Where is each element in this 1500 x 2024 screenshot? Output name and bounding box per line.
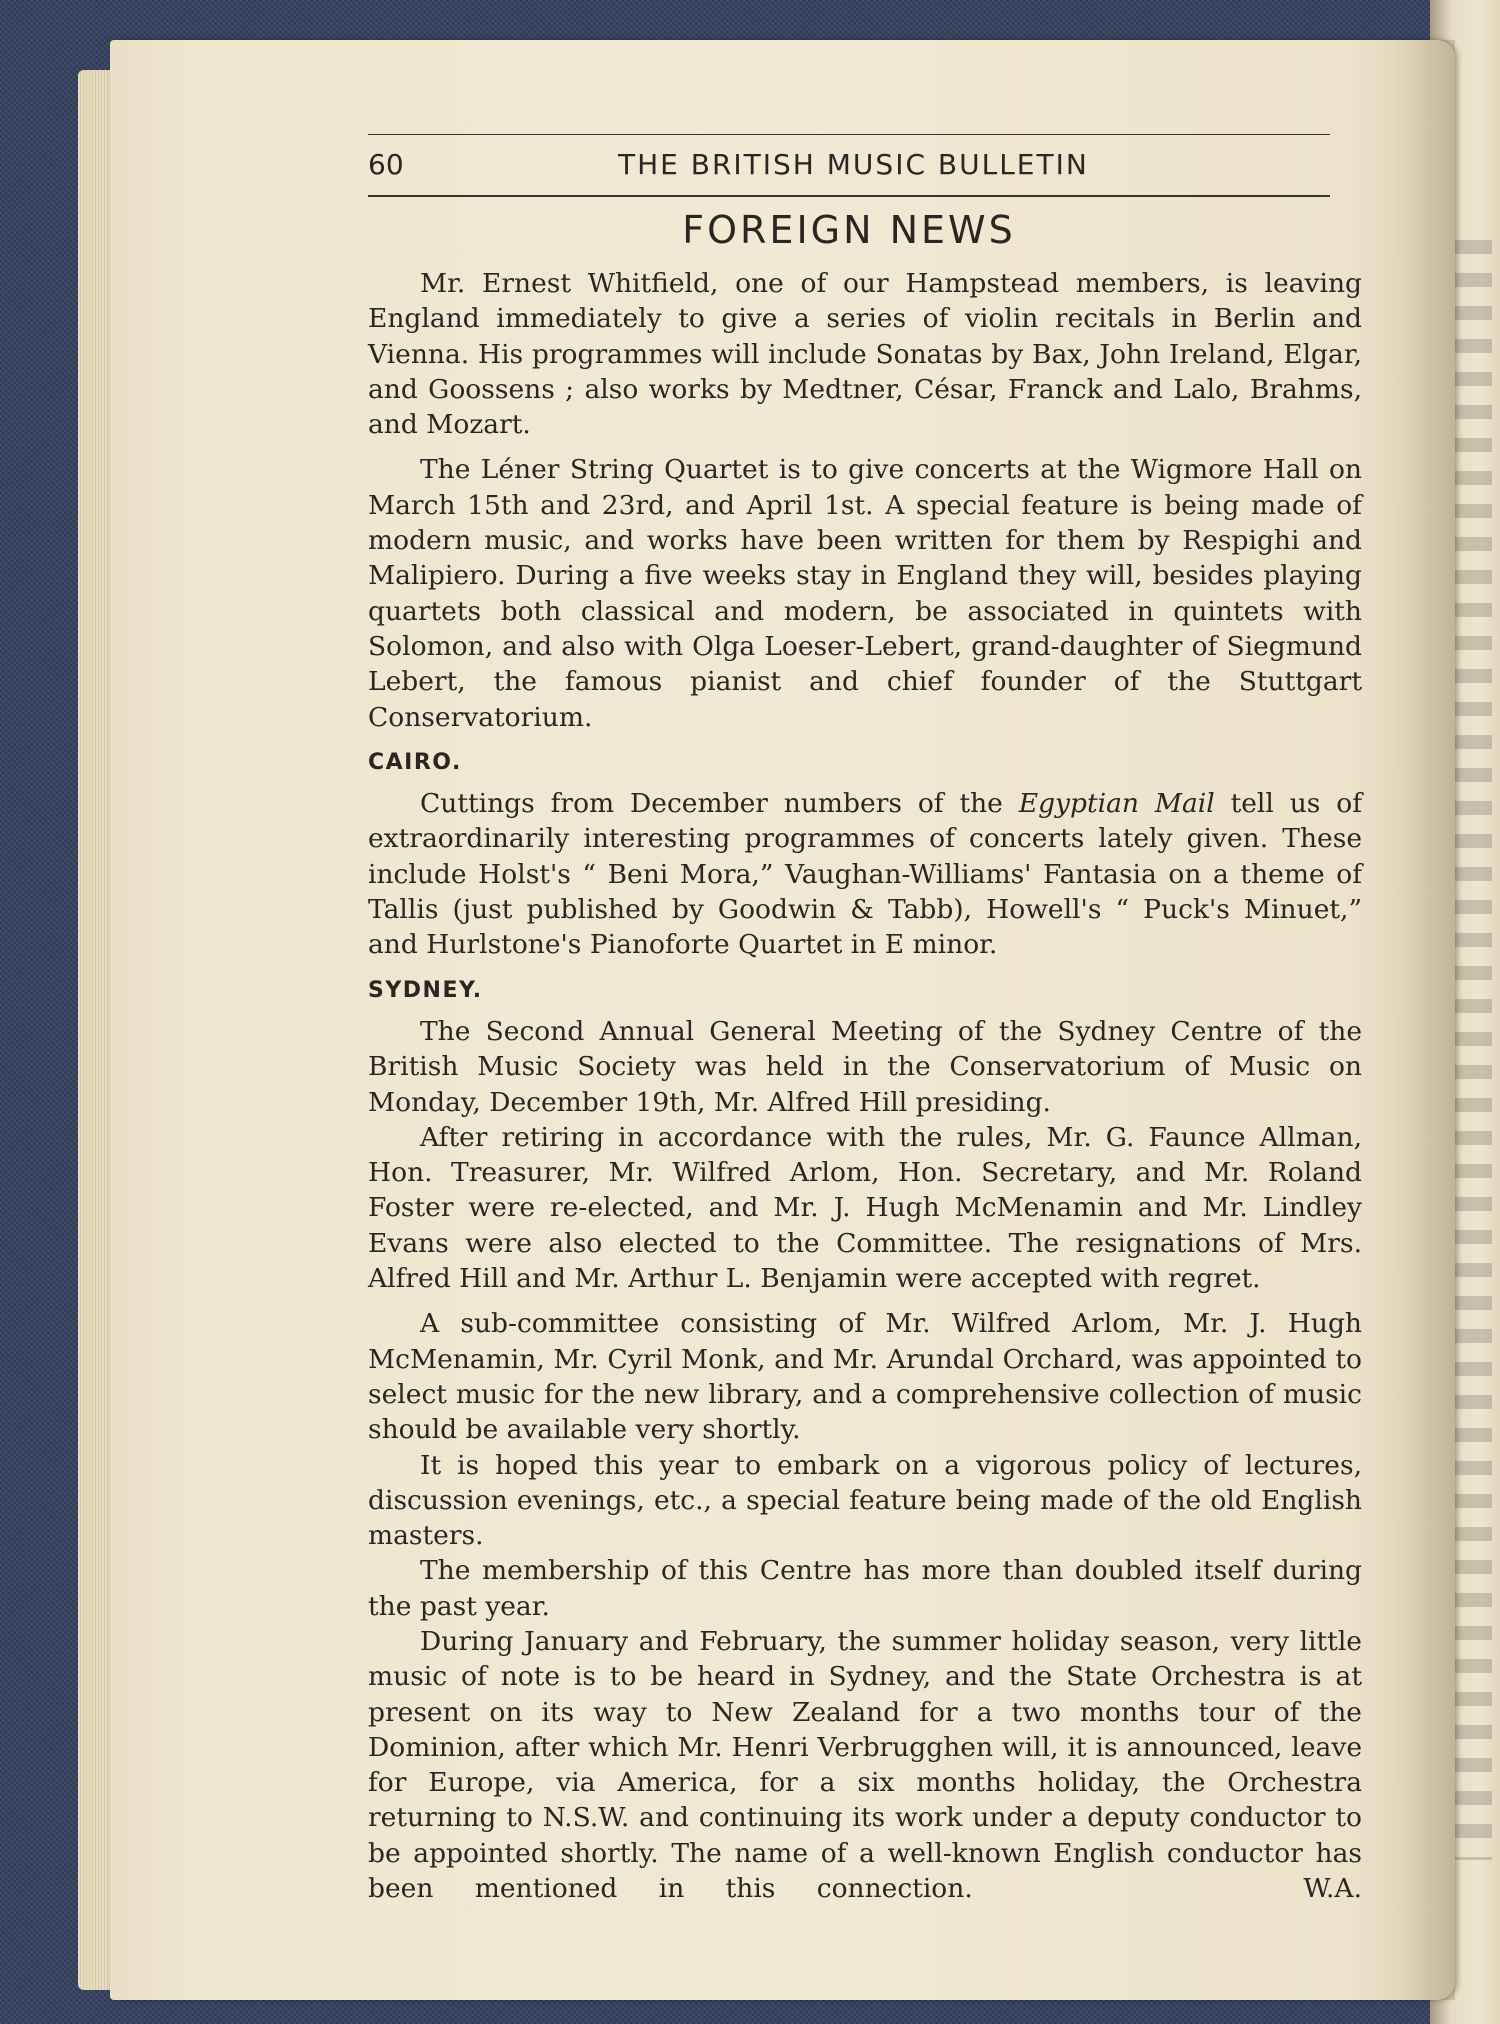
italic-title: Egyptian Mail: [1018, 788, 1215, 820]
paragraph: The Second Annual General Meeting of the Sydney Centre of the British Music Society was held in the Conservatorium of Music on Monday, December 19th, Mr. Alfred Hill presiding.: [368, 1015, 1362, 1118]
paragraph: After retiring in accordance with the rules, Mr. G. Faunce Allman, Hon. Treasurer, Mr. Wilfred Arlom, Hon. Secretary, and Mr. Roland Foster were re-elected, and Mr. J. Hugh McMenamin and Mr. Lindley Evans were also elected to the Committee. The resignations of Mrs. Alfred Hill and Mr. Arthur L. Benjamin were accepted with regret.: [368, 1121, 1362, 1295]
paragraph: During January and February, the summer holiday season, very little music of note is to be heard in Sydney, and the State Orchestra is at present on its way to New Zealand for a two months tour of the Dominion, after which Mr. Henri Verbrugghen will, it is announced, leave for Europe, via America, for a six months holiday, the Orchestra returning to N.S.W. and continuing its work under a deputy conductor to be appointed shortly. The name of a well-known English conductor has been mentioned in this connection. W.A.: [368, 1625, 1362, 1905]
paragraph: Cuttings from December numbers of the Egyptian Mail tell us of extraordinarily interesting programmes of concerts lately given. These include Holst's “ Beni Mora,” Vaughan-Williams' Fantasia on a theme of Tallis (just published by Goodwin & Tabb), Howell's “ Puck's Minuet,” and Hurlstone's Pianoforte Quartet in E minor.: [368, 788, 1362, 961]
running-head: [368, 148, 1330, 188]
paragraph: It is hoped this year to embark on a vigorous policy of lectures, discussion evenings, etc., a special feature being made of the old English masters.: [368, 1449, 1362, 1552]
article-body: [368, 266, 1362, 1906]
subheading-sydney: SYDNEY.: [368, 977, 483, 1003]
paragraph: A sub-committee consisting of Mr. Wilfred Arlom, Mr. J. Hugh McMenamin, Mr. Cyril Monk, and Mr. Arundal Orchard, was appointed to select music for the new library, and a comprehensive collection of music should be available very shortly.: [368, 1308, 1362, 1446]
paragraph: The Léner String Quartet is to give concerts at the Wigmore Hall on March 15th and 23rd, and April 1st. A special feature is being made of modern music, and works have been written for them by Respighi and Malipiero. During a five weeks stay in England they will, besides playing quartets both classical and modern, be associated in quintets with Solomon, and also with Olga Loeser-Lebert, grand-daughter of Siegmund Lebert, the famous pianist and chief founder of the Stuttgart Conservatorium.: [368, 454, 1362, 733]
paragraph: The membership of this Centre has more than doubled itself during the past year.: [368, 1555, 1362, 1622]
journal-title: THE BRITISH MUSIC BULLETIN: [618, 148, 1089, 181]
header-rule-top: [368, 134, 1330, 135]
section-title: FOREIGN NEWS: [682, 208, 1016, 252]
header-rule-bottom: [368, 195, 1330, 197]
paragraph: Mr. Ernest Whitfield, one of our Hampstead members, is leaving England immediately to give a series of violin recitals in Berlin and Vienna. His programmes will include Sonatas by Bax, John Ireland, Elgar, and Goossens ; also works by Medtner, César, Franck and Lalo, Brahms, and Mozart.: [368, 268, 1362, 441]
signature: W.A.: [1303, 1873, 1362, 1905]
page-number: 60: [368, 148, 404, 181]
subheading-cairo: CAIRO.: [368, 749, 462, 775]
